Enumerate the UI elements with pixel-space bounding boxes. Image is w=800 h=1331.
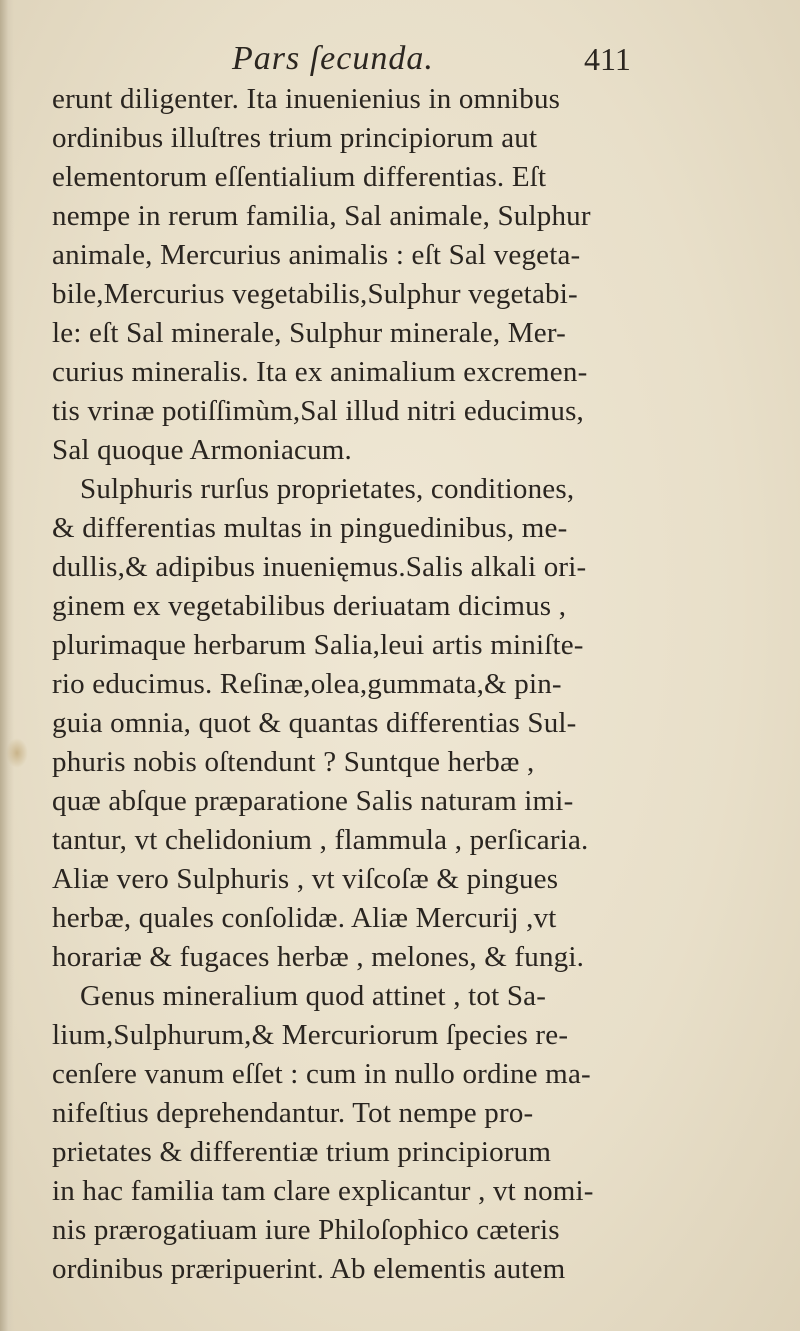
running-head <box>232 36 662 82</box>
text-line: ginem ex vegetabilibus deriuatam dicimus , <box>52 590 567 622</box>
text-line: erunt diligenter. Ita inuenienius in omnibus <box>52 83 561 115</box>
text-line: prietates & differentiæ trium principiorum <box>52 1136 552 1168</box>
text-line: cenſere vanum eſſet : cum in nullo ordine ma- <box>52 1058 591 1090</box>
paper-stain <box>6 738 28 768</box>
text-line: le: eſt Sal minerale, Sulphur minerale, Mer- <box>52 317 566 349</box>
text-line: ordinibus præripuerint. Ab elementis autem <box>52 1253 566 1285</box>
text-line: curius mineralis. Ita ex animalium excremen- <box>52 356 588 388</box>
body-text <box>52 80 782 1289</box>
text-line: Genus mineralium quod attinet , tot Sa- <box>80 980 547 1012</box>
text-line: animale, Mercurius animalis : eſt Sal vegeta- <box>52 239 581 271</box>
text-line: lium,Sulphurum,& Mercuriorum ſpecies re- <box>52 1019 569 1051</box>
text-line: quæ abſque præparatione Salis naturam imi- <box>52 785 574 817</box>
text-line: nis prærogatiuam iure Philoſophico cæteris <box>52 1214 560 1246</box>
text-line: in hac familia tam clare explicantur , vt nomi- <box>52 1175 594 1207</box>
running-head-title: Pars ſecunda. <box>232 40 434 77</box>
text-line: Aliæ vero Sulphuris , vt viſcoſæ & pingues <box>52 863 559 895</box>
text-line: herbæ, quales conſolidæ. Aliæ Mercurij ,vt <box>52 902 557 934</box>
text-line: elementorum eſſentialium differentias. Eſt <box>52 161 547 193</box>
text-line: ordinibus illuſtres trium principiorum aut <box>52 122 538 154</box>
text-line: tis vrinæ potiſſimùm,Sal illud nitri educimus, <box>52 395 585 427</box>
text-line: Sal quoque Armoniacum. <box>52 434 352 466</box>
text-line: nempe in rerum familia, Sal animale, Sulphur <box>52 200 591 232</box>
text-line: plurimaque herbarum Salia,leui artis miniſte- <box>52 629 584 661</box>
text-line: rio educimus. Reſinæ,olea,gummata,& pin- <box>52 668 562 700</box>
text-line: phuris nobis oſtendunt ? Suntque herbæ , <box>52 746 535 778</box>
text-line: guia omnia, quot & quantas differentias Sul- <box>52 707 577 739</box>
page-number: 411 <box>584 41 631 77</box>
page-edge-shadow <box>0 0 14 1331</box>
text-line: & differentias multas in pinguedinibus, me- <box>52 512 568 544</box>
text-line: Sulphuris rurſus proprietates, conditiones, <box>80 473 575 505</box>
text-line: nifeſtius deprehendantur. Tot nempe pro- <box>52 1097 534 1129</box>
text-line: bile,Mercurius vegetabilis,Sulphur vegetabi- <box>52 278 578 310</box>
text-line: tantur, vt chelidonium , flammula , perſicaria. <box>52 824 589 856</box>
text-line: dullis,& adipibus inuenięmus.Salis alkali ori- <box>52 551 587 583</box>
text-line: horariæ & fugaces herbæ , melones, & fungi. <box>52 941 585 973</box>
